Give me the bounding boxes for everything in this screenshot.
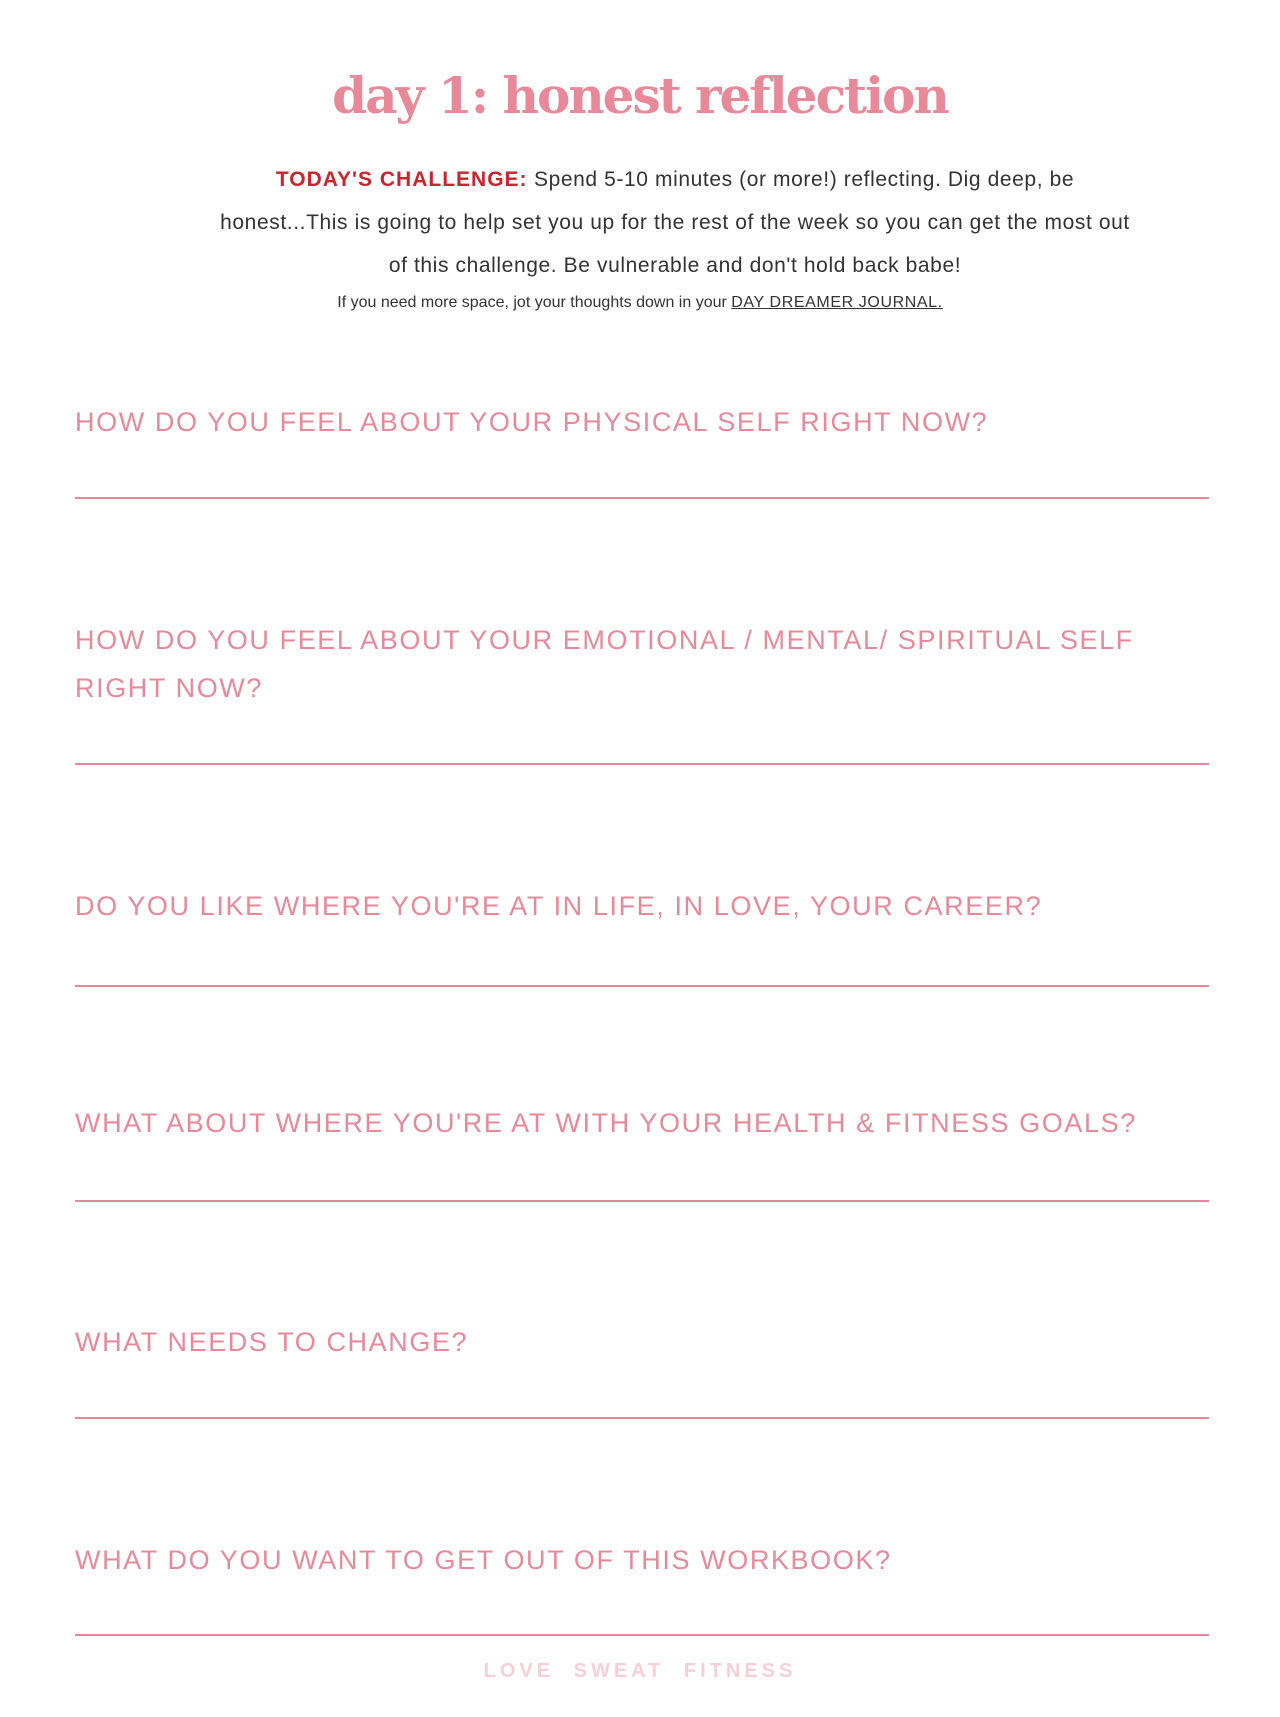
footer-brand: LOVE SWEAT FITNESS [483, 1660, 797, 1682]
question-3: DO YOU LIKE WHERE YOU'RE AT IN LIFE, IN LOVE, YOUR CAREER? [75, 891, 1043, 921]
answer-line-3[interactable] [75, 985, 1209, 987]
answer-line-2[interactable] [75, 763, 1209, 765]
challenge-body: Spend 5-10 minutes (or more!) reflecting. Dig deep, be honest...This is going to help set you up for the rest of the week so you can get the most out of this challenge. Be vulnerable and don't hold back babe! [220, 168, 1130, 277]
note [0, 294, 1280, 312]
answer-line-5[interactable] [75, 1417, 1209, 1419]
question-1: HOW DO YOU FEEL ABOUT YOUR PHYSICAL SELF RIGHT NOW? [75, 407, 989, 437]
question-4: WHAT ABOUT WHERE YOU'RE AT WITH YOUR HEALTH & FITNESS GOALS? [75, 1108, 1137, 1138]
journal-link[interactable]: DAY DREAMER JOURNAL. [731, 294, 943, 311]
challenge-label: TODAY'S CHALLENGE: [275, 168, 528, 191]
answer-line-1[interactable] [75, 497, 1209, 499]
challenge-text [215, 158, 1135, 287]
note-text: If you need more space, jot your thoughts down in your [337, 294, 732, 311]
question-5: WHAT NEEDS TO CHANGE? [75, 1327, 469, 1357]
answer-line-6[interactable] [75, 1634, 1209, 1636]
question-6: WHAT DO YOU WANT TO GET OUT OF THIS WORKBOOK? [75, 1545, 892, 1575]
page-title: day 1: honest reflection [332, 66, 948, 125]
question-2: HOW DO YOU FEEL ABOUT YOUR EMOTIONAL / MENTAL/ SPIRITUAL SELF RIGHT NOW? [75, 625, 1134, 703]
answer-line-4[interactable] [75, 1200, 1209, 1202]
